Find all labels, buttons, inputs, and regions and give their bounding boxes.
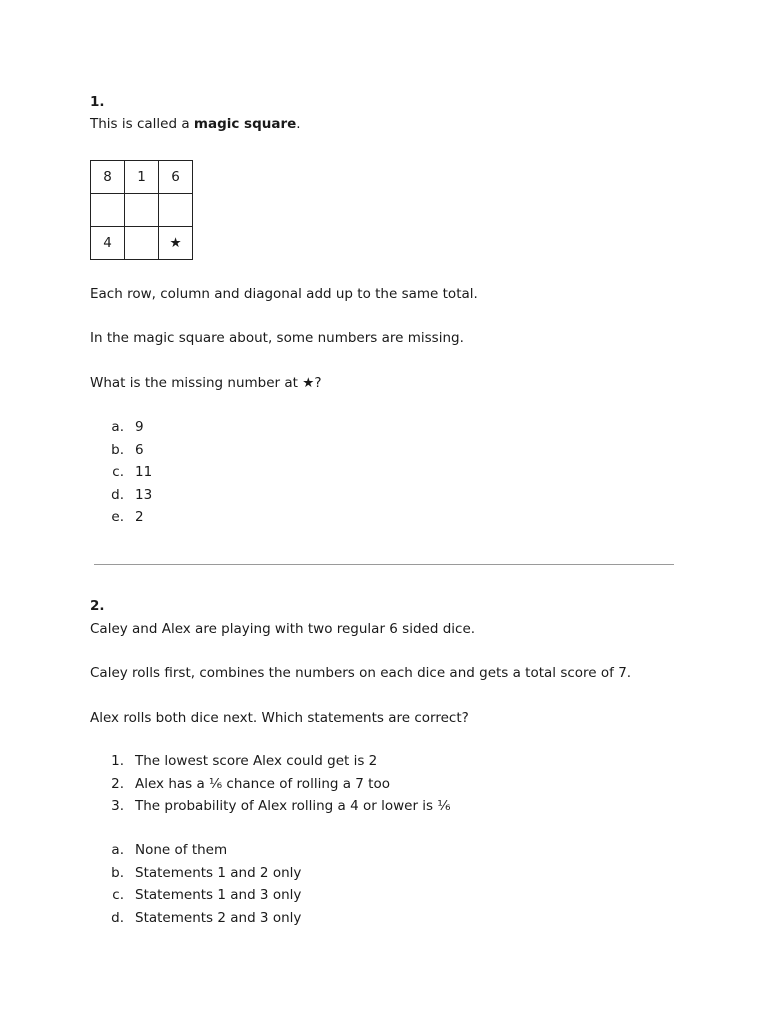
question-2-context: Caley rolls first, combines the numbers on each dice and gets a total score of 7. <box>90 665 632 681</box>
grid-row <box>91 194 193 227</box>
question-2-statements <box>90 750 450 818</box>
statement-marker: 1. <box>111 753 124 769</box>
option-text: Statements 1 and 2 only <box>135 864 302 881</box>
question-1-missing-note: In the magic square about, some numbers are missing. <box>90 330 464 346</box>
question-2-intro: Caley and Alex are playing with two regular 6 sided dice. <box>90 621 476 637</box>
question-2-options <box>90 839 301 929</box>
option-text: None of them <box>135 842 228 858</box>
grid-cell: 8 <box>91 161 125 194</box>
option-text: 2 <box>135 509 144 525</box>
statement-3 <box>90 795 450 818</box>
option-b[interactable] <box>90 439 152 462</box>
option-marker: a. <box>111 842 124 858</box>
grid-cell <box>125 227 159 260</box>
option-text: Statements 2 and 3 only <box>135 909 302 926</box>
option-d[interactable] <box>90 907 301 930</box>
question-1-number: 1. <box>90 94 105 110</box>
grid-cell <box>159 194 193 227</box>
question-1-rule: Each row, column and diagonal add up to the same total. <box>90 286 478 302</box>
statement-text: The lowest score Alex could get is 2 <box>135 753 378 769</box>
option-marker: b. <box>111 441 124 458</box>
option-marker: d. <box>111 909 124 926</box>
intro-bold-term: magic square <box>193 116 297 132</box>
grid-cell: 6 <box>159 161 193 194</box>
option-marker: d. <box>111 486 124 503</box>
statement-2 <box>90 773 450 796</box>
option-d[interactable] <box>90 484 152 507</box>
statement-marker: 3. <box>111 798 124 814</box>
intro-text: This is called a <box>90 116 194 132</box>
question-2-number: 2. <box>90 598 105 614</box>
option-text: Statements 1 and 3 only <box>135 887 302 903</box>
section-divider <box>94 564 674 565</box>
option-text: 13 <box>135 486 153 503</box>
statement-marker: 2. <box>111 775 124 792</box>
magic-square-grid <box>90 160 193 260</box>
grid-cell <box>125 194 159 227</box>
option-e[interactable] <box>90 506 152 529</box>
intro-period: . <box>296 116 301 132</box>
grid-cell-star: ★ <box>159 227 193 260</box>
option-marker: c. <box>112 464 124 480</box>
option-text: 9 <box>135 419 144 435</box>
question-1-prompt: What is the missing number at ★? <box>90 375 322 391</box>
option-marker: c. <box>112 887 124 903</box>
question-2-prompt: Alex rolls both dice next. Which statements are correct? <box>90 710 469 726</box>
option-b[interactable] <box>90 862 301 885</box>
option-c[interactable] <box>90 461 152 484</box>
question-1-intro <box>90 116 301 132</box>
option-marker: b. <box>111 864 124 881</box>
option-text: 11 <box>135 464 153 480</box>
statement-text: The probability of Alex rolling a 4 or lower is ⅙ <box>135 798 451 814</box>
grid-cell <box>91 194 125 227</box>
option-marker: e. <box>111 509 124 525</box>
grid-row <box>91 161 193 194</box>
grid-row <box>91 227 193 260</box>
option-c[interactable] <box>90 884 301 907</box>
option-marker: a. <box>111 419 124 435</box>
question-1-options <box>90 416 152 529</box>
grid-cell: 4 <box>91 227 125 260</box>
option-a[interactable] <box>90 839 301 862</box>
option-text: 6 <box>135 441 144 458</box>
statement-text: Alex has a ⅙ chance of rolling a 7 too <box>135 775 390 792</box>
option-a[interactable] <box>90 416 152 439</box>
grid-cell: 1 <box>125 161 159 194</box>
statement-1 <box>90 750 450 773</box>
